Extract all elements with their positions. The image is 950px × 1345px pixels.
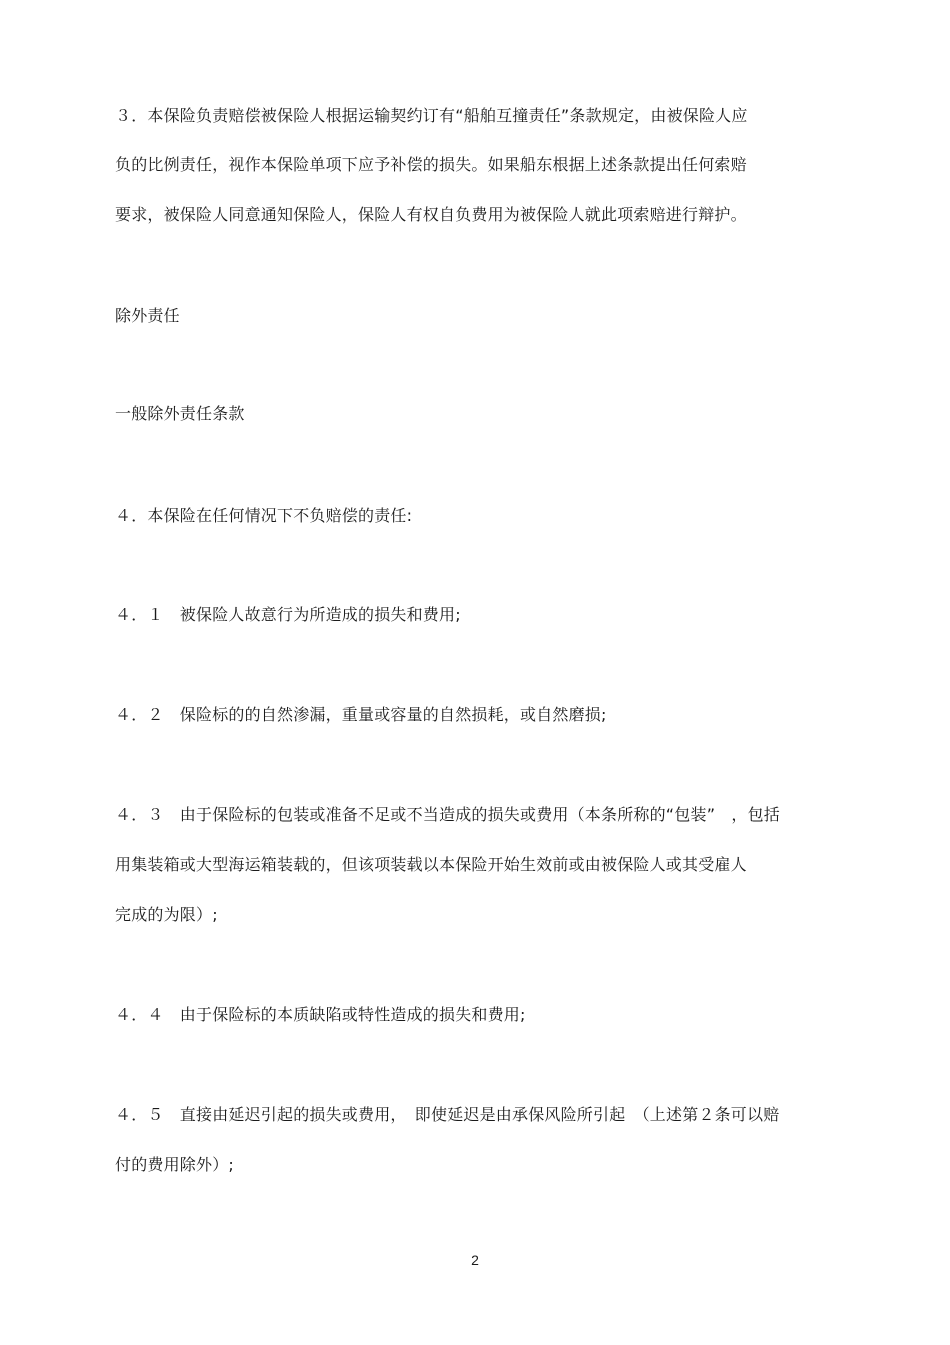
clause-3-line-3: 要求，被保险人同意通知保险人，保险人有权自负费用为被保险人就此项索赔进行辩护。: [115, 205, 747, 224]
clause-4-2: ４．２ 保险标的的自然渗漏，重量或容量的自然损耗，或自然磨损;: [115, 705, 607, 724]
subsection-heading-general-exclusions: 一般除外责任条款: [115, 404, 245, 423]
clause-4-5-line-2: 付的费用除外）;: [115, 1155, 234, 1174]
page-number: 2: [471, 1252, 479, 1268]
clause-3-line-2: 负的比例责任，视作本保险单项下应予补偿的损失。如果船东根据上述条款提出任何索赔: [115, 155, 747, 174]
clause-4-4: ４．４ 由于保险标的本质缺陷或特性造成的损失和费用;: [115, 1005, 526, 1024]
clause-4-5-line-1: ４．５ 直接由延迟引起的损失或费用， 即使延迟是由承保风险所引起 （上述第２条可以赔: [115, 1105, 780, 1124]
section-heading-exclusions: 除外责任: [115, 306, 180, 325]
clause-4-3-line-1: ４．３ 由于保险标的包装或准备不足或不当造成的损失或费用（本条所称的“包装” ，包括: [115, 805, 780, 824]
clause-3-line-1: ３．本保险负责赔偿被保险人根据运输契约订有“船舶互撞责任”条款规定，由被保险人应: [115, 106, 748, 125]
clause-4-1: ４．１ 被保险人故意行为所造成的损失和费用;: [115, 605, 461, 624]
clause-4-3-line-3: 完成的为限）;: [115, 905, 218, 924]
clause-4-3-line-2: 用集装箱或大型海运箱装载的，但该项装载以本保险开始生效前或由被保险人或其受雇人: [115, 855, 747, 874]
clause-4-intro: ４．本保险在任何情况下不负赔偿的责任:: [115, 506, 413, 525]
